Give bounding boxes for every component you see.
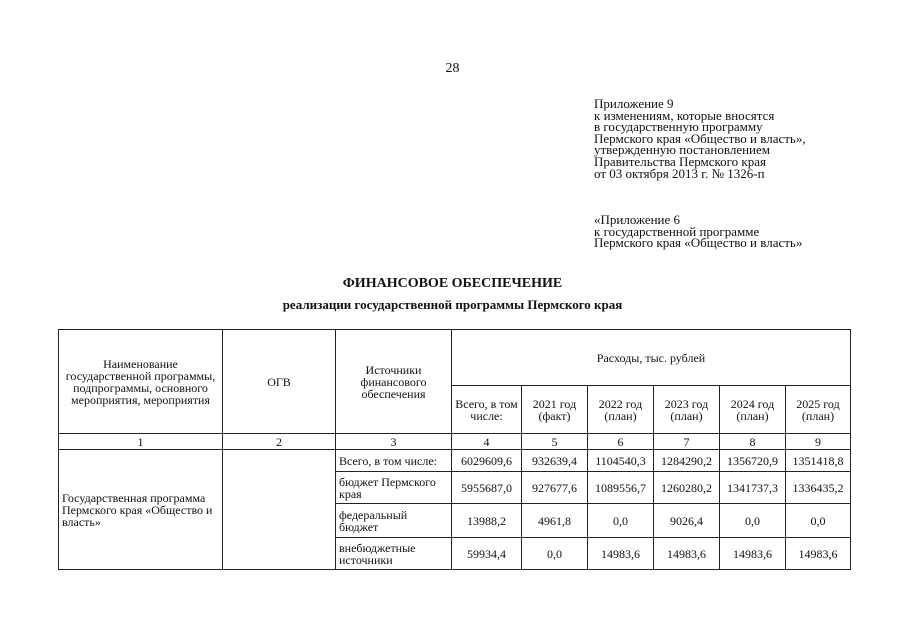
value-cell: 1336435,2 (786, 472, 851, 504)
value-cell: 14983,6 (720, 538, 786, 570)
value-cell: 0,0 (720, 504, 786, 538)
col-number: 9 (786, 434, 851, 450)
source-label: федеральный бюджет (336, 504, 452, 538)
value-cell: 13988,2 (452, 504, 522, 538)
value-cell: 1089556,7 (588, 472, 654, 504)
value-cell: 14983,6 (786, 538, 851, 570)
value-cell: 1351418,8 (786, 450, 851, 472)
appendix-6-block (594, 214, 802, 249)
appendix-9-line: Приложение 9 (594, 96, 674, 111)
header-2023: 2023 год (план) (654, 386, 720, 434)
program-ogv (223, 450, 336, 570)
value-cell: 59934,4 (452, 538, 522, 570)
col-number: 6 (588, 434, 654, 450)
value-cell: 1260280,2 (654, 472, 720, 504)
document-subtitle: реализации государственной программы Пермского края (282, 297, 623, 312)
col-number: 7 (654, 434, 720, 450)
value-cell: 14983,6 (654, 538, 720, 570)
header-2024: 2024 год (план) (720, 386, 786, 434)
document-title: ФИНАНСОВОЕ ОБЕСПЕЧЕНИЕ (342, 276, 563, 291)
value-cell: 9026,4 (654, 504, 720, 538)
col-number: 4 (452, 434, 522, 450)
appendix-9-block (594, 98, 806, 179)
appendix-9-line: утвержденную постановлением (594, 142, 771, 158)
value-cell: 1284290,2 (654, 450, 720, 472)
value-cell: 0,0 (522, 538, 588, 570)
value-cell: 1356720,9 (720, 450, 786, 472)
value-cell: 927677,6 (522, 472, 588, 504)
value-cell: 6029609,6 (452, 450, 522, 472)
header-sources: Источники финансового обеспечения (336, 330, 452, 434)
value-cell: 932639,4 (522, 450, 588, 472)
value-cell: 1104540,3 (588, 450, 654, 472)
col-number: 5 (522, 434, 588, 450)
header-total: Всего, в том числе: (452, 386, 522, 434)
header-2022: 2022 год (план) (588, 386, 654, 434)
table-row (59, 450, 851, 472)
source-label: бюджет Пермского края (336, 472, 452, 504)
value-cell: 5955687,0 (452, 472, 522, 504)
header-name: Наименование государственной программы, подпрограммы, основного мероприятия, мероприятия (59, 330, 223, 434)
header-2025: 2025 год (план) (786, 386, 851, 434)
col-number: 8 (720, 434, 786, 450)
col-number: 3 (336, 434, 452, 450)
value-cell: 0,0 (588, 504, 654, 538)
col-number: 1 (59, 434, 223, 450)
appendix-6-line: «Приложение 6 (594, 212, 681, 227)
value-cell: 0,0 (786, 504, 851, 538)
value-cell: 1341737,3 (720, 472, 786, 504)
value-cell: 14983,6 (588, 538, 654, 570)
appendix-6-line: к государственной программе (594, 223, 760, 239)
financing-table (58, 329, 851, 570)
source-label: Всего, в том числе: (336, 450, 452, 472)
header-expenses: Расходы, тыс. рублей (452, 330, 851, 386)
appendix-9-line: в государственную программу (594, 119, 763, 135)
program-name: Государственная программа Пермского края «Общество и власть» (59, 450, 223, 570)
appendix-6-line: Пермского края «Общество и власть» (594, 235, 803, 251)
header-2021: 2021 год (факт) (522, 386, 588, 434)
appendix-9-line: Пермского края «Общество и власть», (594, 130, 806, 146)
value-cell: 4961,8 (522, 504, 588, 538)
appendix-9-line: к изменениям, которые вносятся (594, 107, 775, 123)
source-label: внебюджетные источники (336, 538, 452, 570)
header-ogv: ОГВ (223, 330, 336, 434)
col-number: 2 (223, 434, 336, 450)
appendix-9-line: Правительства Пермского края (594, 153, 766, 169)
page-number: 28 (445, 61, 460, 76)
appendix-9-line: от 03 октября 2013 г. № 1326-п (594, 165, 765, 181)
